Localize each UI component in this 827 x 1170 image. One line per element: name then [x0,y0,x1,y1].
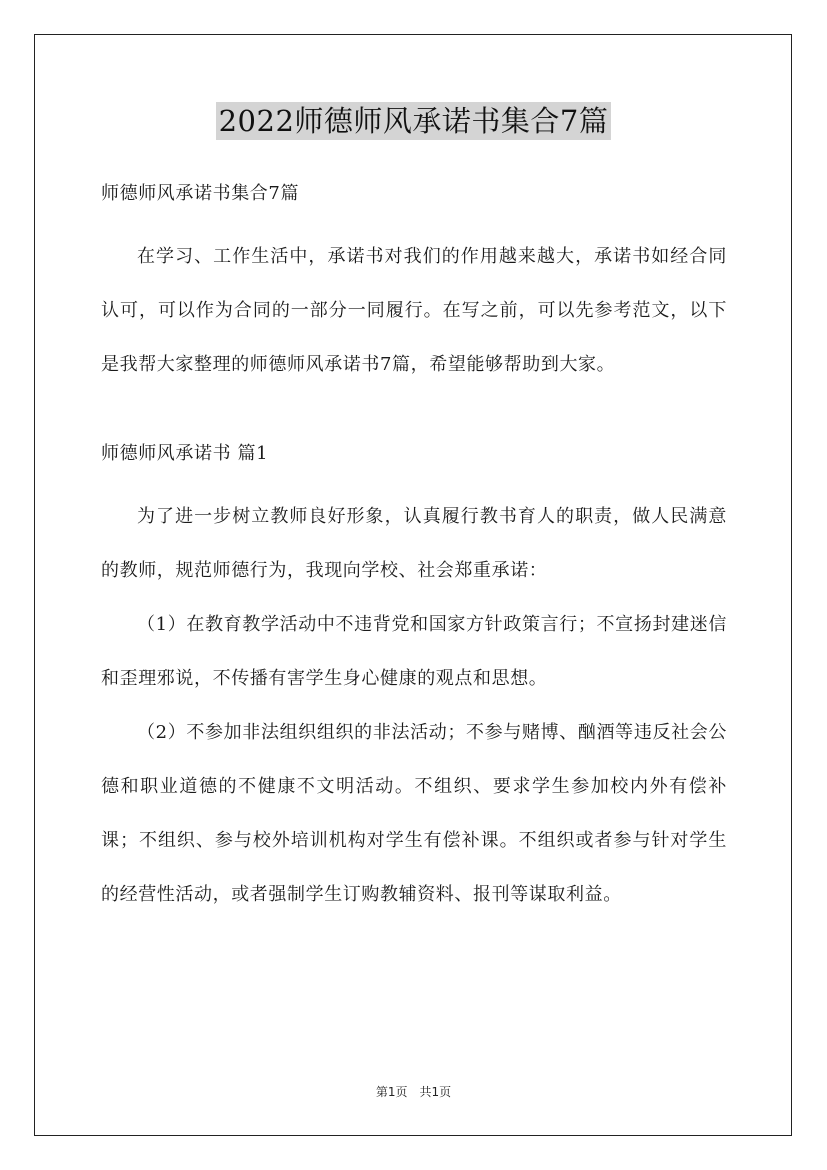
document-body [101,176,727,922]
document-title: 2022师德师风承诺书集合7篇 [216,102,612,140]
document-subtitle: 师德师风承诺书集合7篇 [101,183,300,204]
section-heading: 师德师风承诺书 篇1 [101,443,269,464]
pledge-item-1: （1）在教育教学活动中不违背党和国家方针政策言行；不宣扬封建迷信和歪理邪说，不传播有害学生身心健康的观点和思想。 [101,614,727,689]
page-footer: 第1页 共1页 [375,1085,452,1099]
title-container [0,102,827,140]
section-intro-paragraph: 为了进一步树立教师良好形象，认真履行教书育人的职责，做人民满意的教师，规范师德行为，我现向学校、社会郑重承诺： [101,506,727,581]
section-spacer [101,392,727,436]
pledge-item-2: （2）不参加非法组织组织的非法活动；不参与赌博、酗酒等违反社会公德和职业道德的不健康不文明活动。不组织、要求学生参加校内外有偿补课；不组织、参与校外培训机构对学生有偿补课。不组织或者参与针对学生的经营性活动，或者强制学生订购教辅资料、报刊等谋取利益。 [101,722,727,905]
intro-paragraph: 在学习、工作生活中，承诺书对我们的作用越来越大，承诺书如经合同认可，可以作为合同的一部分一同履行。在写之前，可以先参考范文，以下是我帮大家整理的师德师风承诺书7篇，希望能够帮助到大家。 [101,246,727,375]
